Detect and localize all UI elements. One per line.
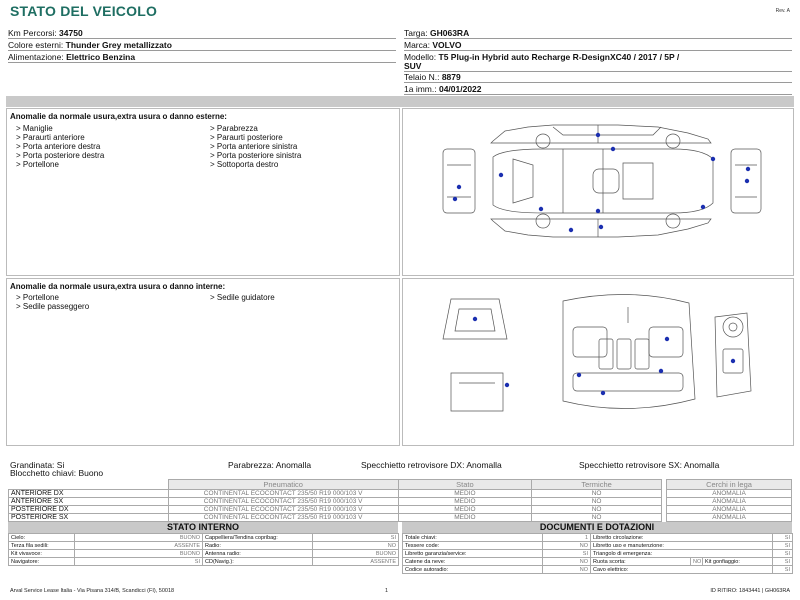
windshield-status: Parabrezza: Anomalla [228,460,312,470]
tyre-model: CONTINENTAL ECOCONTACT 235/50 R19 000/103 V [168,498,398,506]
frame-row [404,71,792,83]
brand-row [404,39,792,51]
plate-row [404,27,792,39]
list-item: > Parabrezza [210,124,258,133]
color-value: Thunder Grey metallizzato [65,40,172,50]
fuel-row [8,51,396,63]
rims-value: ANOMALIA [667,514,792,522]
table-row [667,490,792,498]
list-item: > Maniglie [16,124,53,133]
table-row [403,542,793,550]
color-row [8,39,396,51]
brand-label: Marca: [404,40,430,50]
field-label: Ruota scorta: [591,558,691,566]
field-value: 1 [543,534,591,542]
field-label: Terza fila sedili: [9,542,75,550]
tyre-model: CONTINENTAL ECOCONTACT 235/50 R19 000/103 V [168,506,398,514]
frame-value: 8879 [441,72,461,82]
keyblock-status: Blocchetto chiavi: Buono [10,468,104,478]
page-title: STATO DEL VEICOLO [10,3,158,19]
table-row [403,558,793,566]
field-value: SI [543,550,591,558]
damage-marker [599,225,603,229]
hail-status: Grandinata: Si [10,460,65,470]
model-label: Modello: [404,52,437,62]
field-label: Triangolo di emergenza: [591,550,773,558]
rims-header: Cerchi in lega [667,480,792,490]
field-label: Libretto garanzia/service: [403,550,543,558]
damage-marker [539,207,543,211]
list-item: > Paraurti anteriore [16,133,85,142]
damage-marker [601,391,605,395]
list-item: > Sedile passeggero [16,302,90,311]
mirror-dx-status: Specchietto retrovisore DX: Anomalla [361,460,502,470]
section-separator [6,96,794,107]
damage-marker [473,317,477,321]
field-label: Kit vivavoce: [9,550,75,558]
internal-state-table [8,533,399,566]
field-label: Cielo: [9,534,75,542]
km-label: Km Percorsi: [8,28,57,38]
tyre-state: MEDIO [398,514,532,522]
damage-marker [577,373,581,377]
internal-damage-list-left [16,293,89,311]
registration-label: 1a imm.: [404,84,437,94]
tyre-winter: NO [532,514,662,522]
table-row [9,498,662,506]
field-label: Totale chiavi: [403,534,543,542]
dashboard-outline [715,313,751,397]
table-row [9,542,399,550]
damage-marker [453,197,457,201]
damage-marker [505,383,509,387]
winter-header: Termiche [532,480,662,490]
tyre-position: POSTERIORE DX [9,506,169,514]
field-label: Codice autoradio: [403,566,543,574]
field-value: SI [773,534,793,542]
documents-title: DOCUMENTI E DOTAZIONI [402,522,792,533]
table-row [9,534,399,542]
revision-label: Rev. A [775,8,790,14]
field-value: BUONO [313,550,399,558]
tyre-state: MEDIO [398,490,532,498]
rims-value: ANOMALIA [667,498,792,506]
field-label: Kit gonfiaggio: [703,558,773,566]
field-value: NO [313,542,399,550]
field-label: Cavo elettrico: [591,566,773,574]
tyre-winter: NO [532,490,662,498]
damage-marker [596,133,600,137]
tyre-header: Pneumatico [168,480,398,490]
field-value: ASSENTE [75,542,203,550]
list-item: > Sedile guidatore [210,293,275,302]
mirror-sx-status: Specchietto retrovisore SX: Anomalla [579,460,720,470]
table-row [403,534,793,542]
km-row [8,27,396,39]
internal-state-title: STATO INTERNO [8,522,398,533]
cabin-plan-outline [563,294,695,408]
color-label: Colore esterni: [8,40,64,50]
tyre-model: CONTINENTAL ECOCONTACT 235/50 R19 000/103 V [168,490,398,498]
internal-damage-list-right [210,293,275,302]
table-row [667,498,792,506]
tyre-state: MEDIO [398,498,532,506]
tyre-state: MEDIO [398,506,532,514]
tyre-position: ANTERIORE DX [9,490,169,498]
field-value: NO [543,558,591,566]
registration-row [404,83,792,95]
fuel-label: Alimentazione: [8,52,64,62]
rims-value: ANOMALIA [667,506,792,514]
list-item: > Porta anteriore destra [16,142,101,151]
damage-marker [611,147,615,151]
damage-marker [665,337,669,341]
list-item: > Porta anteriore sinistra [210,142,298,151]
model-value-line2: SUV [404,61,422,71]
plate-label: Targa: [404,28,428,38]
field-value: SI [313,534,399,542]
damage-marker [745,179,749,183]
field-label: Radio: [203,542,313,550]
table-row [667,506,792,514]
brand-value: VOLVO [432,40,462,50]
tyre-position: ANTERIORE SX [9,498,169,506]
list-item: > Porta posteriore sinistra [210,151,302,160]
damage-marker [746,167,750,171]
table-row [9,558,399,566]
internal-damage-title: Anomalie da normale usura,extra usura o danno interne: [10,282,226,291]
field-label: Libretto uso e manutenzione: [591,542,773,550]
field-value: SI [773,566,793,574]
external-diagram-panel [402,108,794,276]
damage-marker [701,205,705,209]
field-label: CD(Navig.): [203,558,313,566]
field-value: BUONO [75,534,203,542]
list-item: > Portellone [16,160,59,169]
footer-company: Arval Service Lease Italia - Via Pisana 314/B, Scandicci (FI), 50018 [10,588,175,594]
external-damage-list-right [210,124,301,169]
damage-marker [457,185,461,189]
field-value: NO [691,558,703,566]
damage-marker [499,173,503,177]
tyre-winter: NO [532,506,662,514]
field-label: Libretto circolazione: [591,534,773,542]
field-value: BUONO [75,550,203,558]
rims-value: ANOMALIA [667,490,792,498]
frame-label: Telaio N.: [404,72,440,82]
field-value: NO [543,566,591,574]
damage-marker [711,157,715,161]
model-value-line1: T5 Plug-in Hybrid auto Recharge R-DesignXC40 / 2017 / 5P / [438,52,680,62]
field-label: Navigatore: [9,558,75,566]
internal-diagram-panel [402,278,794,446]
field-value: SI [773,550,793,558]
field-label: Cappelliera/Tendina copribag: [203,534,313,542]
tyre-winter: NO [532,498,662,506]
table-row [667,514,792,522]
fuel-value: Elettrico Benzina [66,52,136,62]
table-row [9,506,662,514]
tyres-table [8,479,662,522]
trunk-bottom-outline [451,373,503,411]
external-damage-title: Anomalie da normale usura,extra usura o danno esterne: [10,112,227,121]
km-value: 34750 [59,28,83,38]
damage-marker [569,228,573,232]
tyre-position: POSTERIORE SX [9,514,169,522]
footer-reference: ID RITIRO: 1843441 | GH063RA [710,588,790,594]
damage-marker [596,209,600,213]
field-value: NO [543,542,591,550]
car-interior-diagram [403,279,793,445]
car-side-top-outline [491,125,711,148]
external-damage-list-left [16,124,104,169]
documents-table [402,533,793,574]
list-item: > Paraurti posteriore [210,133,283,142]
table-row [403,550,793,558]
field-label: Catene da neve: [403,558,543,566]
damage-marker [731,359,735,363]
list-item: > Portellone [16,293,59,302]
table-row [9,550,399,558]
list-item: > Porta posteriore destra [16,151,105,160]
field-label: Tessere code: [403,542,543,550]
car-front-outline [443,149,475,213]
field-value: SI [773,558,793,566]
car-plan-outline [493,149,713,213]
list-item: > Sottoporta destro [210,160,279,169]
table-row [403,566,793,574]
field-label: Antenna radio: [203,550,313,558]
state-header: Stato [398,480,532,490]
footer-page-number: 1 [385,588,389,594]
table-row [9,490,662,498]
tyre-model: CONTINENTAL ECOCONTACT 235/50 R19 000/103 V [168,514,398,522]
plate-value: GH063RA [430,28,470,38]
table-row [9,514,662,522]
registration-value: 04/01/2022 [438,84,482,94]
field-value: SI [75,558,203,566]
damage-marker [659,369,663,373]
car-exterior-diagram [403,109,793,275]
field-value: ASSENTE [313,558,399,566]
field-value: SI [773,542,793,550]
rims-table [666,479,792,522]
